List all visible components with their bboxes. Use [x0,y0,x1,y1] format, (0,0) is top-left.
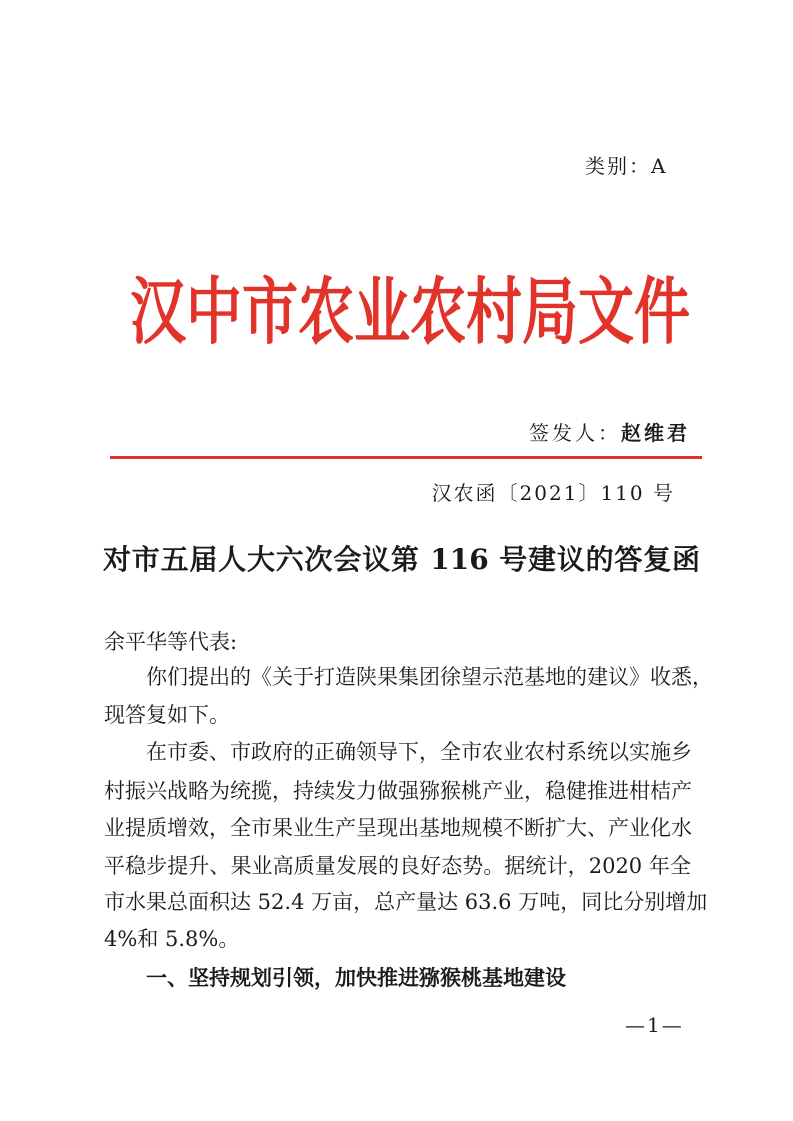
red-divider [110,456,702,459]
body-line: 平稳步提升、果业高质量发展的良好态势。据统计，2020 年全 [104,854,691,878]
document-title: 对市五届人大六次会议第 116 号建议的答复函 [103,543,700,576]
salutation: 余平华等代表: [104,630,238,654]
body-line: 在市委、市政府的正确领导下，全市农业农村系统以实施乡 [146,740,692,764]
document-number: 汉农函〔2021〕110 号 [431,481,675,505]
section-heading: 一、坚持规划引领，加快推进猕猴桃基地建设 [146,966,566,990]
category-label: 类别：A [585,154,668,178]
body-line: 村振兴战略为统揽，持续发力做强猕猴桃产业，稳健推进柑桔产 [104,779,692,803]
body-line: 4%和 5.8%。 [104,927,240,951]
masthead-title: 汉中市农业农村局文件 [130,269,690,356]
body-line: 现答复如下。 [104,703,230,727]
signer-name: 赵维君 [621,421,690,445]
page-number: —1— [625,1013,684,1037]
signer-label: 签发人： [529,421,621,445]
body-line: 你们提出的《关于打造陕果集团徐望示范基地的建议》收悉， [146,665,713,689]
signer [529,417,690,446]
body-line: 业提质增效，全市果业生产呈现出基地规模不断扩大、产业化水 [104,816,692,840]
body-line: 市水果总面积达 52.4 万亩，总产量达 63.6 万吨，同比分别增加 [104,890,708,914]
